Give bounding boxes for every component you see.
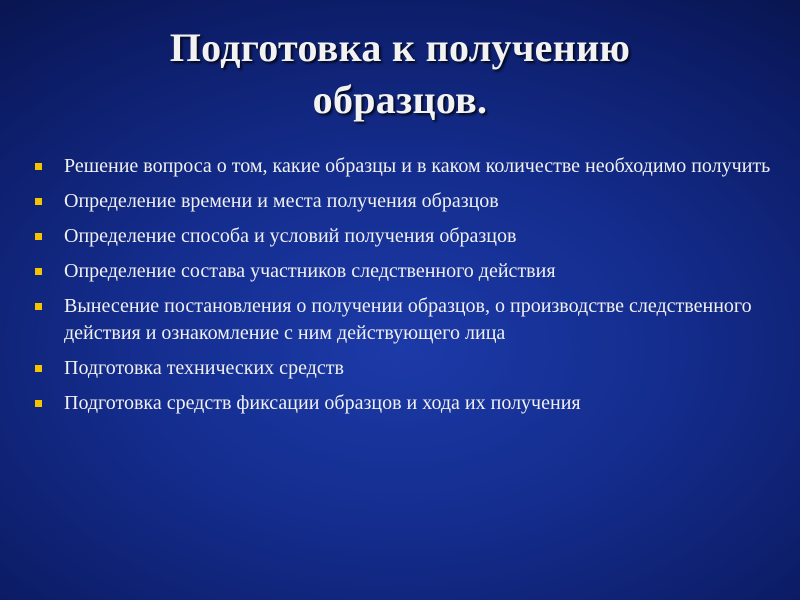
square-bullet-icon (35, 268, 42, 275)
slide-title-line-2: образцов. (312, 77, 488, 122)
bullet-text: Решение вопроса о том, какие образцы и в каком количестве необходимо получить (64, 155, 771, 177)
bullet-item (34, 258, 774, 285)
slide-title (0, 22, 800, 126)
bullet-item (34, 293, 774, 347)
square-bullet-icon (35, 303, 42, 310)
bullet-item (34, 223, 774, 250)
bullet-item (34, 355, 774, 382)
bullet-text: Вынесение постановления о получении образцов, о производстве следственного действия и ознакомление с ним действующего лица (64, 295, 752, 344)
bullet-item (34, 188, 774, 215)
square-bullet-icon (35, 163, 42, 170)
slide-title-line-1: Подготовка к получению (169, 25, 631, 70)
bullet-text: Определение времени и места получения образцов (64, 190, 499, 212)
bullet-item (34, 153, 774, 180)
square-bullet-icon (35, 198, 42, 205)
bullet-text: Определение способа и условий получения образцов (64, 225, 517, 247)
square-bullet-icon (35, 233, 42, 240)
bullet-list (34, 153, 774, 425)
square-bullet-icon (35, 400, 42, 407)
bullet-text: Подготовка технических средств (64, 357, 344, 379)
bullet-text: Подготовка средств фиксации образцов и хода их получения (64, 392, 581, 414)
bullet-item (34, 390, 774, 417)
bullet-text: Определение состава участников следственного действия (64, 260, 556, 282)
square-bullet-icon (35, 365, 42, 372)
